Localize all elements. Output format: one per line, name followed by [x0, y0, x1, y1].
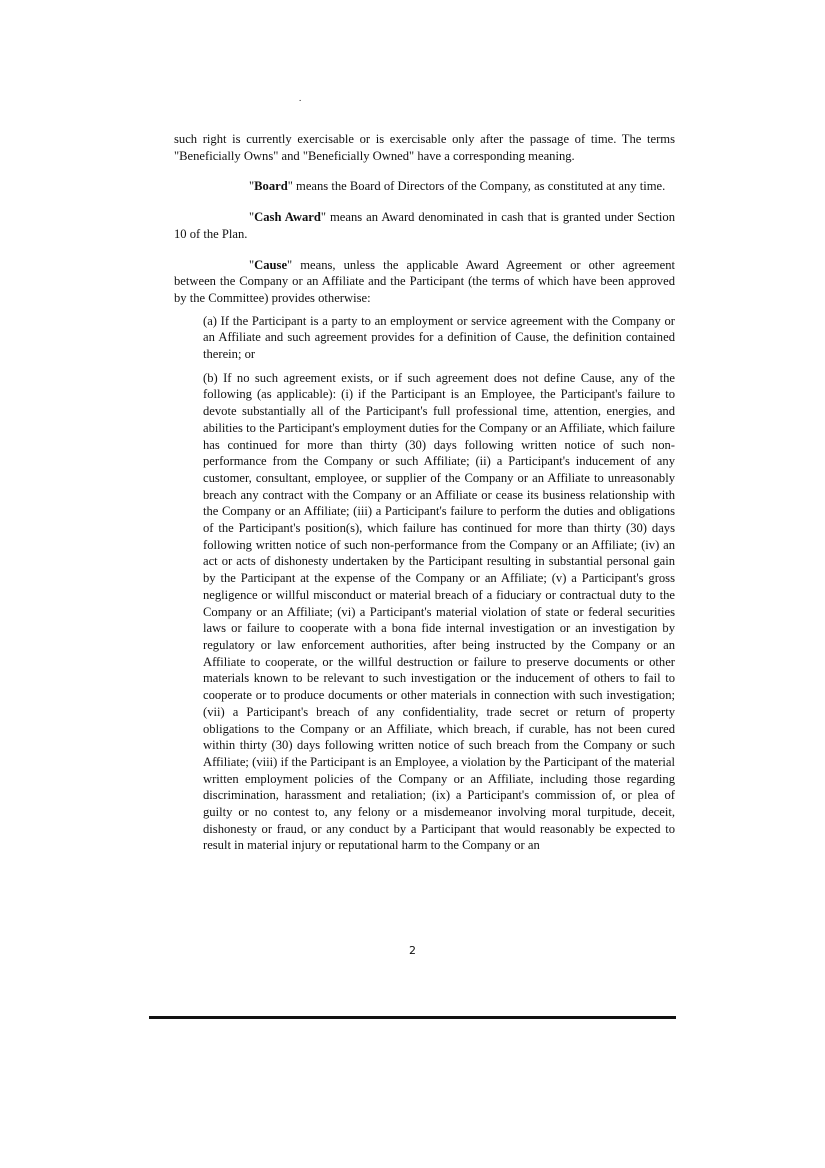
open-quote: " — [249, 257, 255, 272]
continuation-paragraph: such right is currently exercisable or is exercisable only after the passage of time. The terms "Beneficially Owns" and "Beneficially Owned" have a corresponding meaning. — [174, 132, 675, 163]
definition-cause — [174, 257, 675, 307]
document-body — [174, 131, 675, 861]
open-quote: " — [249, 179, 255, 194]
page-mark: . — [299, 93, 302, 103]
defined-term-cash-award: Cash Award — [254, 210, 321, 225]
definition-text: " means, unless the applicable Award Agreement or other agreement between the Company or an Affiliate and the Participant (the terms of which have been approved by the Committee) provides otherwise: — [174, 257, 675, 305]
defined-term-board: Board — [254, 179, 288, 194]
defined-term-cause: Cause — [254, 257, 288, 272]
definition-text: " means the Board of Directors of the Company, as constituted at any time. — [287, 179, 666, 194]
definition-cash-award — [174, 209, 675, 242]
cause-clause-a: (a) If the Participant is a party to an employment or service agreement with the Company or an Affiliate and such agreement provides for a definition of Cause, the definition contained therein; or — [203, 313, 675, 362]
cause-clause-b: (b) If no such agreement exists, or if such agreement does not define Cause, any of the following (as applicable): (i) if the Participant is an Employee, the Participant's failure to devote substantially all of the Participant's full professional time, attention, energies, and abilities to the Participant's employment duties for the Company or an Affiliate, which failure has continued for more than thirty (30) days following written notice of such non-performance from the Company or such Affiliate; (ii) a Participant's inducement of any customer, consultant, employee, or supplier of the Company or an Affiliate to unreasonably breach any contract with the Company or an Affiliate or cease its business relationship with the Company or an Affiliate; (iii) a Participant's failure to perform the duties and obligations of the Participant's position(s), which failure has continued for more than thirty (30) days following written notice of such non-performance from the Company or an Affiliate; (iv) an act or acts of dishonesty undertaken by the Participant resulting in substantial personal gain by the Participant at the expense of the Company or an Affiliate; (v) a Participant's gross negligence or willful misconduct or material breach of a fiduciary or contractual duty to the Company or an Affiliate; (vi) a Participant's material violation of state or federal securities laws or failure to cooperate with a bona fide internal investigation or an investigation by regulatory or law enforcement authorities, after being instructed by the Company or an Affiliate to cooperate, or the willful destruction or failure to preserve documents or other materials known to be relevant to such investigation or the inducement of others to fail to cooperate or to produce documents or other materials in connection with such investigation; (vii) a Participant's breach of any confidentiality, trade secret or return of property obligations to the Company or an Affiliate, which breach, if curable, has not been cured within thirty (30) days following written notice of such breach from the Company or such Affiliate; (viii) if the Participant is an Employee, a violation by the Participant of the material written employment policies of the Company or an Affiliate, including those regarding discrimination, harassment and retaliation; (ix) a Participant's commission of, or plea of guilty or no contest to, any felony or a misdemeanor involving moral turpitude, deceit, dishonesty or fraud, or any conduct by a Participant that would reasonably be expected to result in material injury or reputational harm to the Company or an — [203, 370, 675, 853]
open-quote: " — [249, 210, 255, 225]
page-number: 2 — [409, 944, 416, 957]
page-divider — [149, 1016, 676, 1019]
definition-board — [174, 178, 675, 195]
definition-text: " means an Award denominated in cash that is granted under Section 10 of the Plan. — [174, 210, 675, 241]
